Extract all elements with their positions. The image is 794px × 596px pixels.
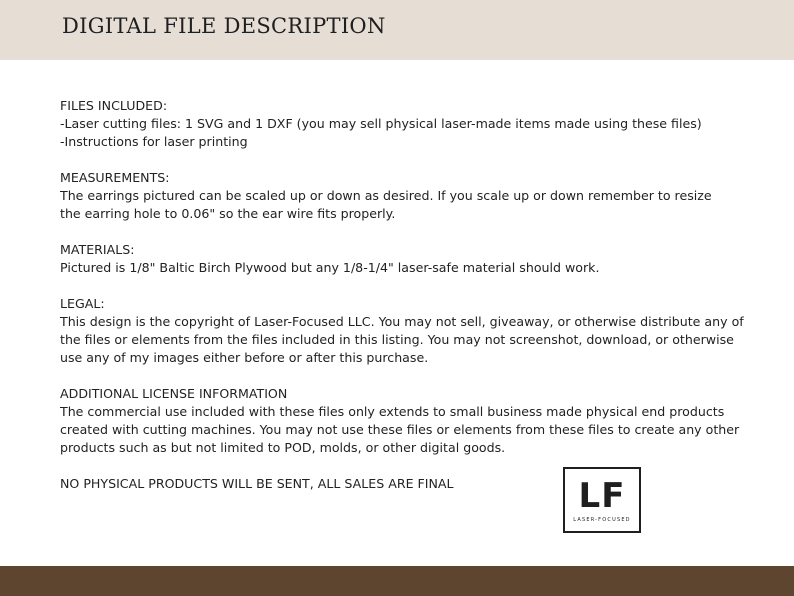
- section-line: The earrings pictured can be scaled up or down as desired. If you scale up or down remember to resize: [60, 188, 712, 203]
- section-line: products such as but not limited to POD, molds, or other digital goods.: [60, 440, 506, 455]
- description-content: [60, 97, 760, 493]
- footer-note: NO PHYSICAL PRODUCTS WILL BE SENT, ALL SALES ARE FINAL: [60, 476, 454, 491]
- section-line: The commercial use included with these files only extends to small business made physical end products: [60, 404, 725, 419]
- page-title: DIGITAL FILE DESCRIPTION: [62, 14, 386, 38]
- logo-subtitle: LASER-FOCUSED: [573, 517, 631, 523]
- section-line: -Instructions for laser printing: [60, 134, 248, 149]
- section-additional-license: [60, 385, 760, 457]
- section-materials: [60, 241, 760, 277]
- section-heading: LEGAL:: [60, 296, 105, 311]
- section-heading: MATERIALS:: [60, 242, 135, 257]
- section-heading: FILES INCLUDED:: [60, 98, 168, 113]
- section-line: Pictured is 1/8" Baltic Birch Plywood but any 1/8-1/4" laser-safe material should work.: [60, 260, 600, 275]
- section-line: created with cutting machines. You may not use these files or elements from these files to create any other: [60, 422, 740, 437]
- section-measurements: [60, 169, 760, 223]
- section-line: This design is the copyright of Laser-Focused LLC. You may not sell, giveaway, or otherwise distribute any of: [60, 314, 744, 329]
- logo-mark: LF: [578, 476, 626, 516]
- section-line: -Laser cutting files: 1 SVG and 1 DXF (you may sell physical laser-made items made using these files): [60, 116, 702, 131]
- section-line: the files or elements from the files included in this listing. You may not screenshot, download, or otherwise: [60, 332, 734, 347]
- section-line: use any of my images either before or after this purchase.: [60, 350, 429, 365]
- header-banner: [0, 0, 794, 60]
- laser-focused-logo: [563, 467, 641, 533]
- section-line: the earring hole to 0.06" so the ear wire fits properly.: [60, 206, 396, 221]
- bottom-bar: [0, 566, 794, 596]
- section-heading: MEASUREMENTS:: [60, 170, 170, 185]
- section-files-included: [60, 97, 760, 151]
- section-heading: ADDITIONAL LICENSE INFORMATION: [60, 386, 288, 401]
- section-legal: [60, 295, 760, 367]
